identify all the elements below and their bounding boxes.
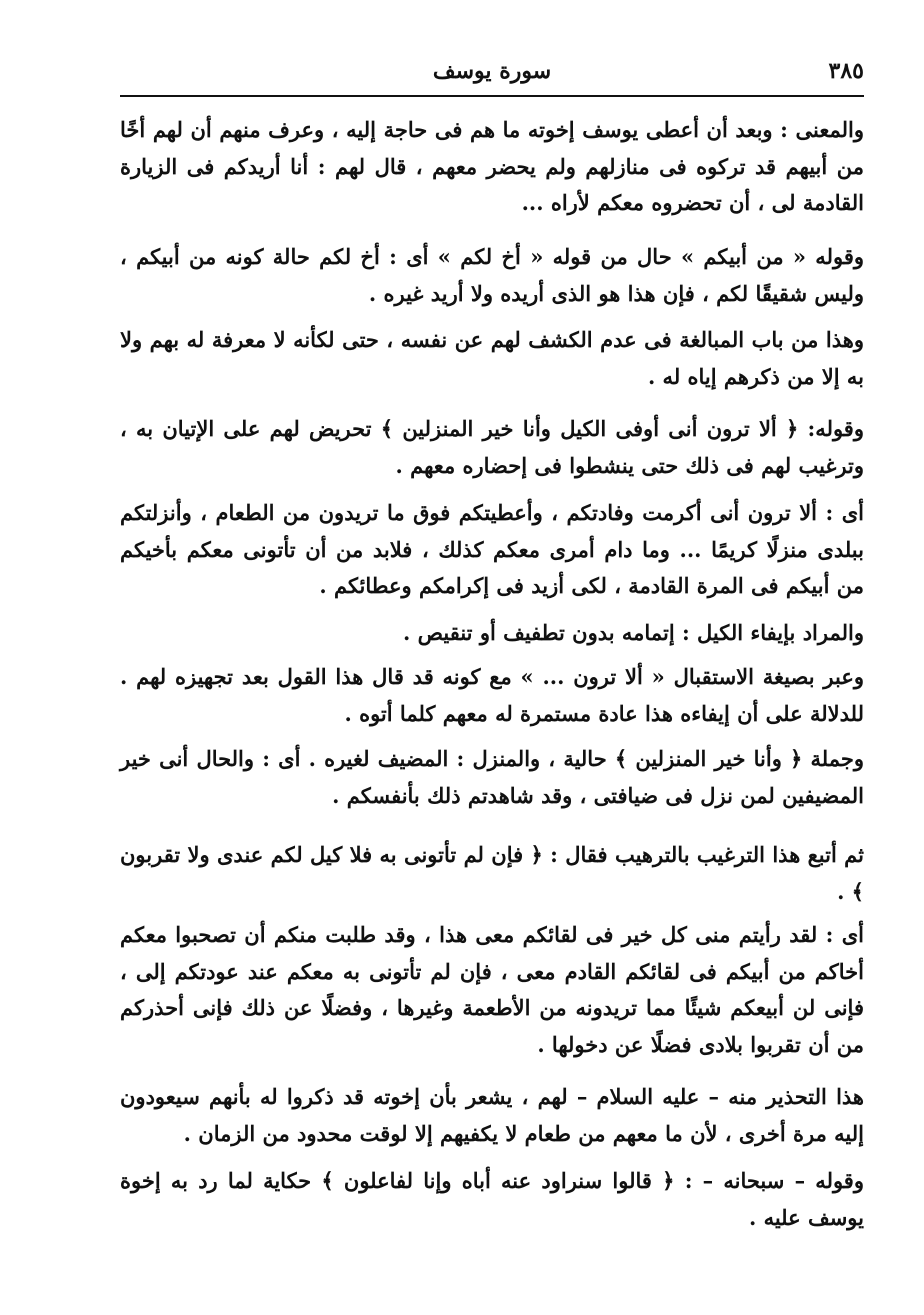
paragraph: وهذا من باب المبالغة فى عدم الكشف لهم عن نفسه ، حتى لكأنه لا معرفة له بهم ولا به إلا من ذكرهم إياه له . [120,327,864,389]
paragraph: وجملة ﴿ وأنا خير المنزلين ﴾ حالية ، والمنزل : المضيف لغيره . أى : والحال أنى خير المضيفين لمن نزل فى ضيافتى ، وقد شاهدتم ذلك بأنفسكم . [120,746,864,808]
surah-title: سورة يوسف [432,58,552,84]
paragraph: والمراد بإيفاء الكيل : إتمامه بدون تطفيف أو تنقيص . [403,620,864,645]
paragraph: وقوله: ﴿ ألا ترون أنى أوفى الكيل وأنا خير المنزلين ﴾ تحريض لهم على الإتيان به ، وترغيب لهم فى ذلك حتى ينشطوا فى إحضاره معهم . [120,416,864,478]
page-number: ٣٨٥ [828,58,864,84]
paragraph: والمعنى : وبعد أن أعطى يوسف إخوته ما هم فى حاجة إليه ، وعرف منهم أن لهم أخًا من أبيهم قد تركوه فى منازلهم ولم يحضر معهم ، قال لهم : أنا أريدكم فى الزيارة القادمة لى ، أن تحضروه معكم لأراه ... [120,117,864,215]
paragraph: وعبر بصيغة الاستقبال « ألا ترون ... » مع كونه قد قال هذا القول بعد تجهيزه لهم . للدلالة على أن إيفاءه هذا عادة مستمرة له معهم كلما أتوه . [120,664,864,726]
page-header [120,52,864,92]
paragraph: ثم أتبع هذا الترغيب بالترهيب فقال : ﴿ فإن لم تأتونى به فلا كيل لكم عندى ولا تقربون ﴾ . [120,842,864,904]
paragraph: أى : لقد رأيتم منى كل خير فى لقائكم معى هذا ، وقد طلبت منكم أن تصحبوا معكم أخاكم من أبيكم فى لقائكم القادم معى ، فإن لم تأتونى به معكم عند عودتكم إلى ، فإنى لن أبيعكم شيئًا مما تريدونه من الأطعمة وغيرها ، وفضلًا عن ذلك فإنى أحذركم من أن تقربوا بلادى فضلًا عن دخولها . [120,922,864,1057]
paragraph: وقوله – سبحانه – : ﴿ قالوا سنراود عنه أباه وإنا لفاعلون ﴾ حكاية لما رد به إخوة يوسف عليه . [120,1168,864,1230]
paragraph: أى : ألا ترون أنى أكرمت وفادتكم ، وأعطيتكم فوق ما تريدون من الطعام ، وأنزلتكم ببلدى منزلًا كريمًا ... وما دام أمرى معكم كذلك ، فلابد من أن تأتونى معكم بأخيكم من أبيكم فى المرة القادمة ، لكى أزيد فى إكرامكم وعطائكم . [120,500,864,598]
page-body [120,112,864,1239]
paragraph: هذا التحذير منه – عليه السلام – لهم ، يشعر بأن إخوته قد ذكروا له بأنهم سيعودون إليه مرة أخرى ، لأن ما معهم من طعام لا يكفيهم إلا لوقت محدود من الزمان . [120,1084,864,1146]
paragraph: وقوله « من أبيكم » حال من قوله « أخ لكم » أى : أخ لكم حالة كونه من أبيكم ، وليس شقيقًا لكم ، فإن هذا هو الذى أريده ولا أريد غيره . [120,244,864,306]
header-rule [120,95,864,97]
